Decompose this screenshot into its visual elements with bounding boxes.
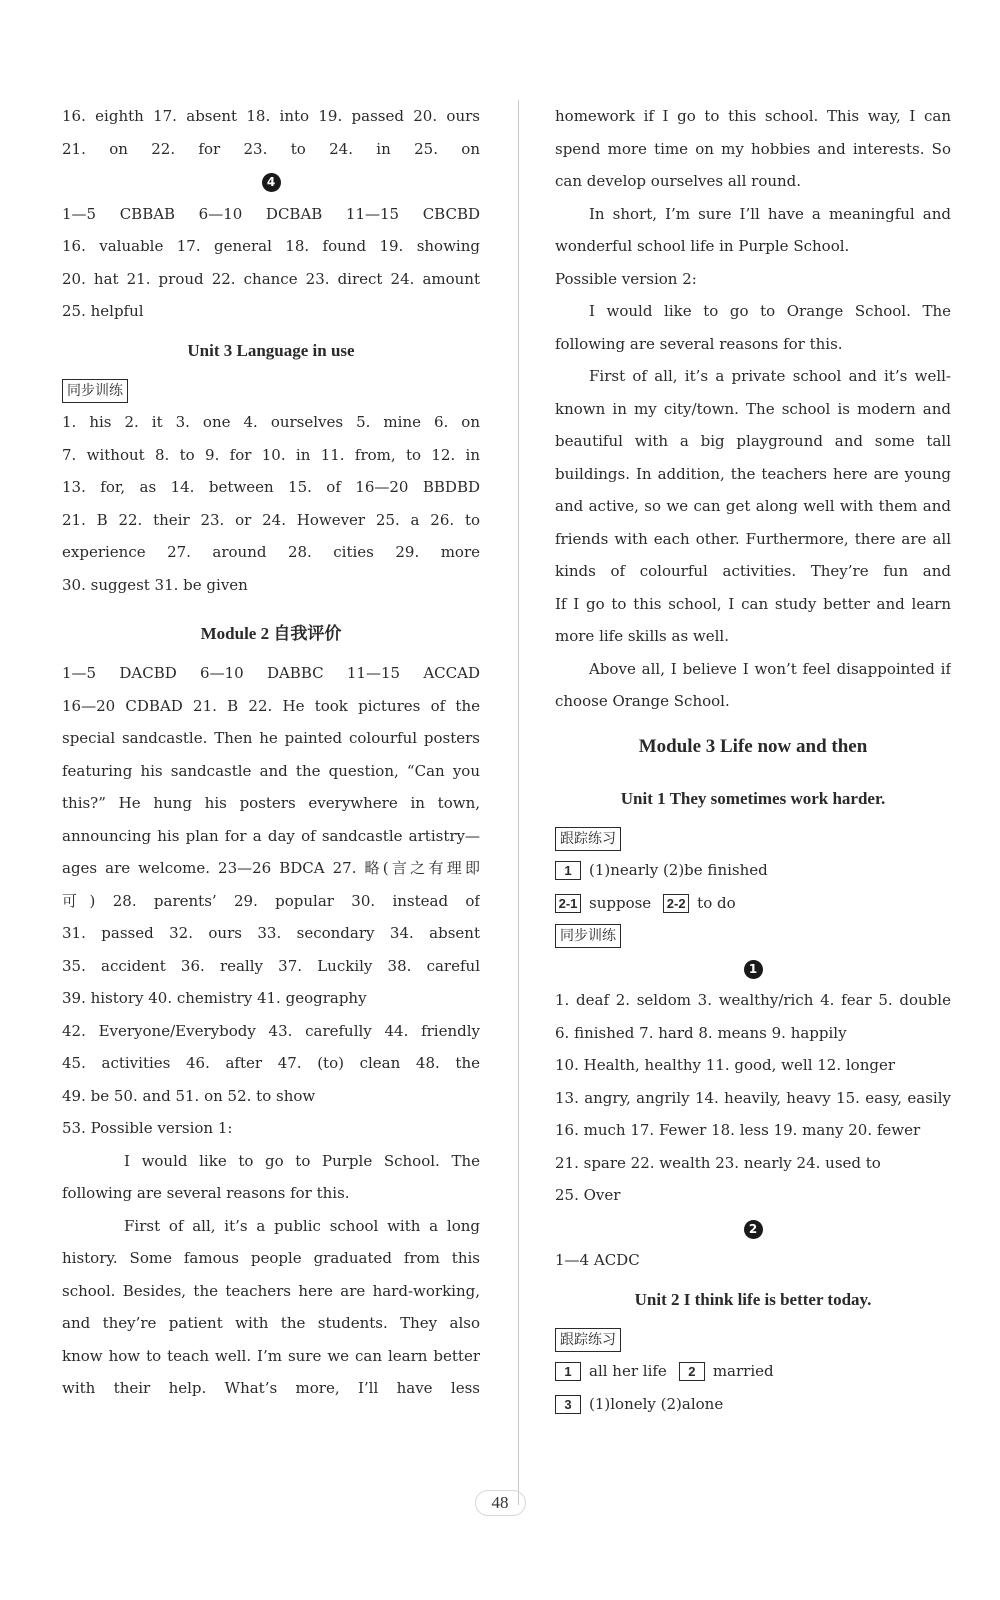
essay-line: more life skills as well. bbox=[555, 627, 729, 645]
essay-line: choose Orange School. bbox=[555, 692, 730, 710]
section-1-header bbox=[555, 952, 951, 985]
answer-line: 可) 28. parents’ 29. popular 30. instead of bbox=[62, 891, 480, 910]
unit-3-title: Unit 3 Language in use bbox=[187, 340, 355, 360]
essay-line: buildings. In addition, the teachers here are young bbox=[555, 464, 951, 483]
essay-line: friends with each other. Furthermore, there are all bbox=[555, 529, 951, 548]
answer-text: married bbox=[712, 1362, 774, 1380]
answer-text: (1)lonely (2)alone bbox=[589, 1394, 724, 1413]
answer-line: 10. Health, healthy 11. good, well 12. longer bbox=[555, 1056, 896, 1074]
answer-line bbox=[555, 1388, 951, 1421]
answer-line: 13. angry, angrily 14. heavily, heavy 15. easy, easily bbox=[555, 1088, 951, 1107]
answer-line: 6. finished 7. hard 8. means 9. happily bbox=[555, 1023, 847, 1042]
answer-line: 35. accident 36. really 37. Luckily 38. careful bbox=[62, 956, 480, 975]
answer-line: this?” He hung his posters everywhere in town, bbox=[62, 794, 480, 812]
question-number-box: 1 bbox=[555, 861, 581, 880]
track-practice-row bbox=[555, 1323, 951, 1356]
answer-line: 39. history 40. chemistry 41. geography bbox=[62, 989, 367, 1007]
answer-line: special sandcastle. Then he painted colourful posters bbox=[62, 729, 480, 747]
answer-line: 53. Possible version 1: bbox=[62, 1119, 233, 1137]
essay-line: with their help. What’s more, I’ll have less bbox=[62, 1379, 480, 1397]
answer-line: 1. deaf 2. seldom 3. wealthy/rich 4. fear 5. double bbox=[555, 991, 951, 1009]
answer-line: 16. eighth 17. absent 18. into 19. passed 20. ours bbox=[62, 107, 480, 125]
track-practice-label: 跟踪练习 bbox=[555, 1328, 621, 1352]
answer-line: 1—5 CBBAB 6—10 DCBAB 11—15 CBCBD bbox=[62, 204, 480, 223]
essay-line: I would like to go to Orange School. The bbox=[589, 302, 951, 320]
answer-line: featuring his sandcastle and the question, “Can you bbox=[62, 761, 480, 780]
essay-line: following are several reasons for this. bbox=[555, 334, 843, 353]
column-divider bbox=[518, 100, 519, 1505]
answer-line: 21. B 22. their 23. or 24. However 25. a 26. to bbox=[62, 510, 480, 529]
essay-line: In short, I’m sure I’ll have a meaningful and bbox=[589, 204, 951, 223]
answer-text: (1)nearly (2)be finished bbox=[589, 861, 768, 879]
section-number-badge: 4 bbox=[262, 173, 281, 192]
essay-line: If I go to this school, I can study better and learn bbox=[555, 594, 951, 613]
answer-line: 16. valuable 17. general 18. found 19. showing bbox=[62, 237, 480, 255]
answer-line: 7. without 8. to 9. for 10. in 11. from, to 12. in bbox=[62, 445, 480, 464]
essay-line: known in my city/town. The school is modern and bbox=[555, 399, 951, 418]
answer-line bbox=[555, 887, 951, 920]
section-number-badge: 1 bbox=[744, 960, 763, 979]
sync-training-row bbox=[62, 374, 480, 407]
essay-line: First of all, it’s a public school with a long bbox=[124, 1216, 480, 1235]
section-2-header bbox=[555, 1212, 951, 1245]
answer-line: 45. activities 46. after 47. (to) clean 48. the bbox=[62, 1054, 480, 1072]
answer-line: 49. be 50. and 51. on 52. to show bbox=[62, 1086, 316, 1105]
question-number-box: 1 bbox=[555, 1362, 581, 1381]
answer-line: 25. helpful bbox=[62, 302, 144, 320]
essay-line: history. Some famous people graduated from this bbox=[62, 1249, 480, 1267]
essay-line: school. Besides, the teachers here are hard-working, bbox=[62, 1281, 480, 1300]
answer-line: 42. Everyone/Everybody 43. carefully 44. friendly bbox=[62, 1021, 480, 1040]
page-footer bbox=[0, 1490, 1000, 1516]
section-4-header bbox=[62, 165, 480, 198]
essay-line: homework if I go to this school. This way, I can bbox=[555, 107, 951, 125]
right-column bbox=[555, 100, 951, 1420]
track-practice-label: 跟踪练习 bbox=[555, 827, 621, 851]
question-number-box: 2 bbox=[679, 1362, 705, 1381]
sync-training-label: 同步训练 bbox=[555, 924, 621, 948]
essay-line: Above all, I believe I won’t feel disappointed if bbox=[589, 659, 951, 678]
essay-line: First of all, it’s a private school and it’s well- bbox=[589, 367, 951, 385]
answer-line bbox=[555, 1355, 951, 1388]
question-number-box: 2-2 bbox=[663, 894, 689, 913]
essay-line: spend more time on my hobbies and interests. So bbox=[555, 139, 951, 158]
essay-line: can develop ourselves all round. bbox=[555, 172, 802, 190]
essay-line: and active, so we can get along well with them and bbox=[555, 497, 951, 515]
answer-line: 20. hat 21. proud 22. chance 23. direct 24. amount bbox=[62, 269, 480, 288]
answer-line: ages are welcome. 23—26 BDCA 27. 略(言之有理即 bbox=[62, 859, 480, 877]
answer-line: 16—20 CDBAD 21. B 22. He took pictures of the bbox=[62, 696, 480, 715]
essay-line: beautiful with a big playground and some tall bbox=[555, 432, 951, 450]
answer-line: 30. suggest 31. be given bbox=[62, 575, 248, 594]
answer-line: announcing his plan for a day of sandcastle artistry— bbox=[62, 826, 480, 845]
question-number-box: 3 bbox=[555, 1395, 581, 1414]
track-practice-row bbox=[555, 822, 951, 855]
answer-text: to do bbox=[697, 893, 736, 912]
page-number: 48 bbox=[475, 1490, 526, 1516]
sync-training-row bbox=[555, 919, 951, 952]
module-2-title: Module 2 自我评价 bbox=[200, 624, 342, 643]
essay-line: wonderful school life in Purple School. bbox=[555, 237, 850, 255]
section-number-badge: 2 bbox=[744, 1220, 763, 1239]
answer-line: 21. on 22. for 23. to 24. in 25. on bbox=[62, 139, 480, 158]
answer-text: suppose bbox=[589, 893, 652, 912]
essay-line: know how to teach well. I’m sure we can learn better bbox=[62, 1346, 480, 1365]
answer-line: experience 27. around 28. cities 29. more bbox=[62, 543, 480, 561]
answer-line: 1—5 DACBD 6—10 DABBC 11—15 ACCAD bbox=[62, 664, 480, 682]
left-column bbox=[62, 100, 480, 1405]
answer-text: all her life bbox=[589, 1362, 667, 1380]
sync-training-label: 同步训练 bbox=[62, 379, 128, 403]
answer-line: 13. for, as 14. between 15. of 16—20 BBDBD bbox=[62, 478, 480, 496]
essay-line: I would like to go to Purple School. The bbox=[124, 1151, 480, 1170]
essay-line: following are several reasons for this. bbox=[62, 1184, 350, 1202]
module-3-title: Module 3 Life now and then bbox=[638, 735, 868, 757]
unit-1-title: Unit 1 They sometimes work harder. bbox=[620, 788, 886, 808]
answer-line: 21. spare 22. wealth 23. nearly 24. used to bbox=[555, 1153, 881, 1172]
essay-line: Possible version 2: bbox=[555, 269, 697, 288]
answer-line: 25. Over bbox=[555, 1186, 621, 1204]
answer-line: 31. passed 32. ours 33. secondary 34. absent bbox=[62, 924, 480, 942]
answer-line: 1—4 ACDC bbox=[555, 1251, 640, 1269]
unit-2-title: Unit 2 I think life is better today. bbox=[634, 1289, 872, 1309]
essay-line: and they’re patient with the students. They also bbox=[62, 1314, 480, 1332]
answer-line bbox=[555, 854, 951, 887]
essay-line: kinds of colourful activities. They’re fun and bbox=[555, 562, 951, 580]
question-number-box: 2-1 bbox=[555, 894, 581, 913]
answer-line: 16. much 17. Fewer 18. less 19. many 20. fewer bbox=[555, 1121, 921, 1139]
answer-line: 1. his 2. it 3. one 4. ourselves 5. mine 6. on bbox=[62, 413, 480, 431]
